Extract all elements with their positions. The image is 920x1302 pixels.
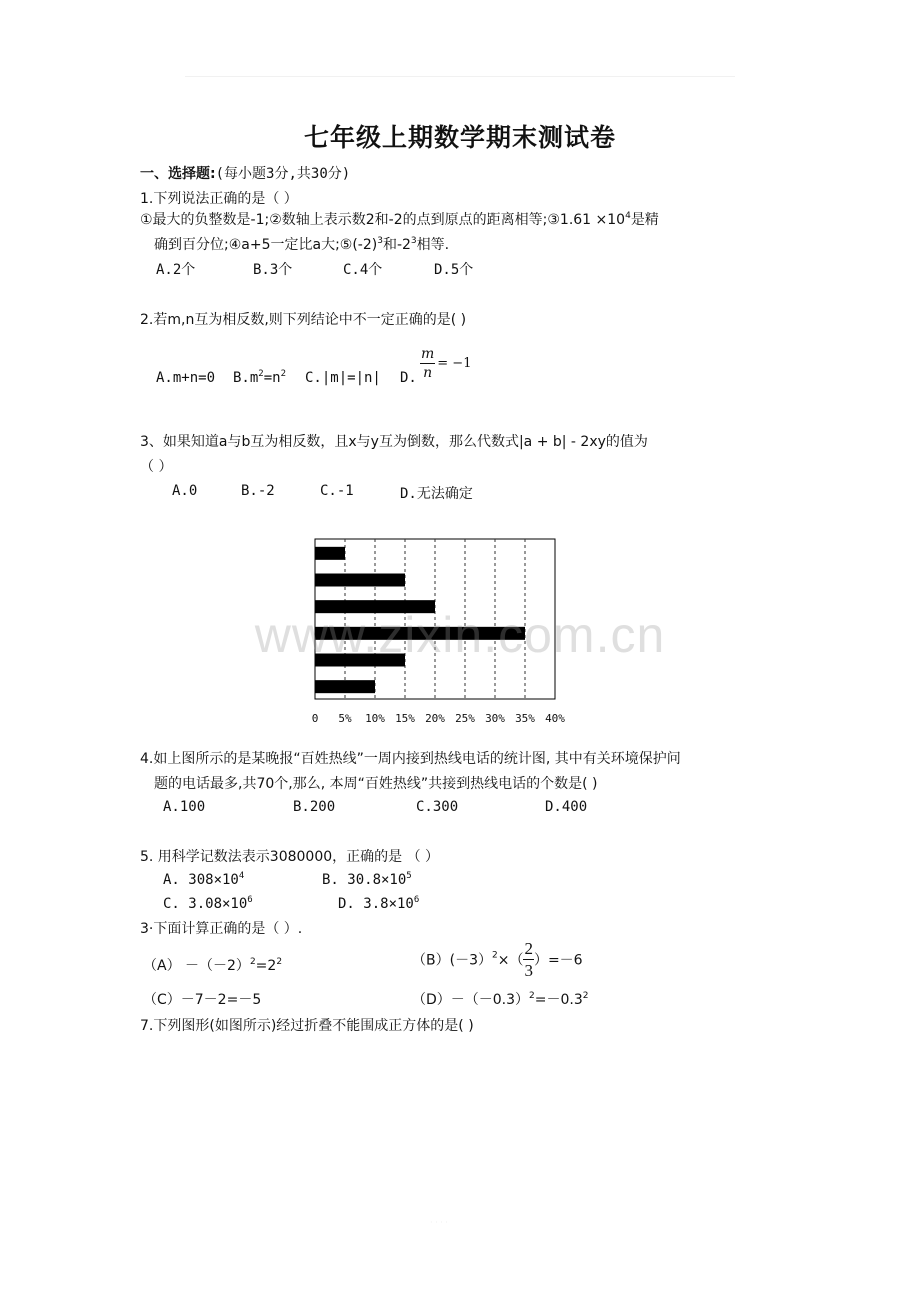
q6-option-d [412,989,589,1009]
q5-option-d [338,896,419,912]
q2-fraction-numerator: m [421,346,435,362]
chart-tick-label: 25% [455,712,475,725]
page-title: 七年级上期数学期末测试卷 [303,123,616,152]
q5-option-c [163,896,253,912]
q1-statements [140,208,800,258]
q1-line1 [140,212,659,228]
q3-option-b: B.-2 [241,483,275,499]
q1-line2-mid: 和-2 [382,237,411,253]
section-heading [140,163,350,183]
section-heading-label: 一、选择题: [140,166,216,182]
q2-option-b [233,370,286,386]
q2-option-b-sup1: 2 [258,369,264,379]
q5-option-d-text: D. 3.8×10 [338,896,414,912]
q1-option-a: A.2个 [156,262,196,278]
q2-fraction [420,347,435,380]
q3-blank: （ ） [140,459,173,475]
q2-option-b-text: B.m [233,370,259,386]
q1-option-b: B.3个 [253,262,293,278]
q5-option-b [322,872,412,888]
q5-option-a [163,872,244,888]
chart-bar [315,574,405,587]
section-heading-note: (每小题3分,共30分) [215,166,351,182]
q1-line2-end: 相等. [416,237,450,253]
q3-option-d: D.无法确定 [400,486,473,502]
q2-option-a: A.m+n=0 [156,370,216,386]
q6-option-c: （C）－7－2=－5 [143,992,262,1008]
q4-stem [140,747,800,797]
chart-bar [315,680,375,693]
q4-line1: 4.如上图所示的是某晚报“百姓热线”一周内接到热线电话的统计图, 其中有关环境保护问 [140,751,681,767]
q6-option-d-result-sup: 2 [582,991,589,1001]
q6-option-b-end: ）=－6 [533,952,583,969]
q2-stem: 2.若m,n互为相反数,则下列结论中不一定正确的是( ) [140,312,467,328]
chart-bar [315,547,345,560]
q6-option-d-text: （D）－（－0.3） [412,992,530,1008]
chart-tick-label: 5% [338,712,352,725]
chart-tick-label: 0 [311,712,319,725]
chart-tick-label: 10% [365,712,385,725]
q2-fraction-expr [420,347,471,380]
chart-tick-label: 20% [425,712,445,725]
q6-option-b [412,940,583,979]
q1-line1-sup: 4 [625,211,631,221]
q6-option-d-result: =－0.3 [534,992,583,1008]
q7-stem: 7.下列图形(如图所示)经过折叠不能围成正方体的是( ) [140,1018,474,1034]
chart-tick-label: 35% [515,712,535,725]
q5-option-a-sup: 4 [238,871,245,881]
q4-line2: 题的电话最多,共70个,那么, 本周“百姓热线”共接到热线电话的个数是( ) [154,776,598,792]
q6-option-b-fraction [523,940,534,979]
q1-option-d: D.5个 [434,262,474,278]
q2-option-b-sup2: 2 [280,369,286,379]
q6-option-a [143,955,282,975]
q1-line2-sup1: 3 [377,236,383,246]
q6-option-b-sup: 2 [491,950,498,961]
q6-option-b-numerator: 2 [524,939,533,958]
q2-fraction-denominator: n [423,365,433,381]
q4-option-c: C.300 [416,799,459,815]
q5-option-b-text: B. 30.8×10 [322,872,407,888]
q2-option-b-mid: =n [263,370,281,386]
q6-option-b-mid: ×（ [497,952,524,969]
q6-option-a-sup: 2 [249,957,256,967]
q2-option-c: C.|m|=|n| [305,370,381,386]
q5-option-c-text: C. 3.08×10 [163,896,248,912]
q1-line2 [140,233,800,258]
q3-option-a: A.0 [172,483,198,499]
q6-option-a-result-sup: 2 [276,957,283,967]
q4-option-a: A.100 [163,799,206,815]
chart-tick-label: 40% [545,712,565,725]
q5-option-d-sup: 6 [413,895,420,905]
q6-option-a-text: （A） －（－2） [143,958,250,974]
q6-stem: 3·下面计算正确的是（ ）. [140,921,303,937]
q2-fraction-rhs: = −1 [437,356,472,371]
q6-option-b-denominator: 3 [524,961,533,980]
q5-option-c-sup: 6 [247,895,253,905]
q3-stem: 3、如果知道a与b互为相反数，且x与y互为倒数，那么代数式|a + b| - 2xy的值为 [140,434,648,450]
q1-line2-sup2: 3 [410,236,417,246]
q1-line2-text: 确到百分位;④a+5一定比a大;⑤(-2) [154,237,378,253]
q6-option-a-result: =2 [255,958,277,974]
q1-stem: 1.下列说法正确的是（ ） [140,191,298,207]
chart-tick-label: 30% [485,712,505,725]
q1-line1-text: ①最大的负整数是-1;②数轴上表示数2和-2的点到原点的距离相等;③1.61 ×10 [140,212,626,228]
q4-option-b: B.200 [293,799,336,815]
q1-line1-end: 是精 [630,212,659,228]
q6-option-d-sup: 2 [529,991,535,1001]
q4-option-d: D.400 [545,799,588,815]
header-rule [185,76,735,77]
q5-option-a-text: A. 308×10 [163,872,239,888]
q5-stem: 5. 用科学记数法表示3080000，正确的是 （ ） [140,849,440,865]
watermark: www.zixin.com.cn [254,607,666,663]
q2-option-d: D. [400,370,417,386]
q6-option-b-text: （B）(－3） [412,952,492,969]
q5-option-b-sup: 5 [406,871,412,881]
q1-option-c: C.4个 [343,262,383,278]
chart-tick-label: 15% [395,712,415,725]
footer-mark: · · · · [430,1218,448,1227]
q3-option-c: C.-1 [320,483,354,499]
